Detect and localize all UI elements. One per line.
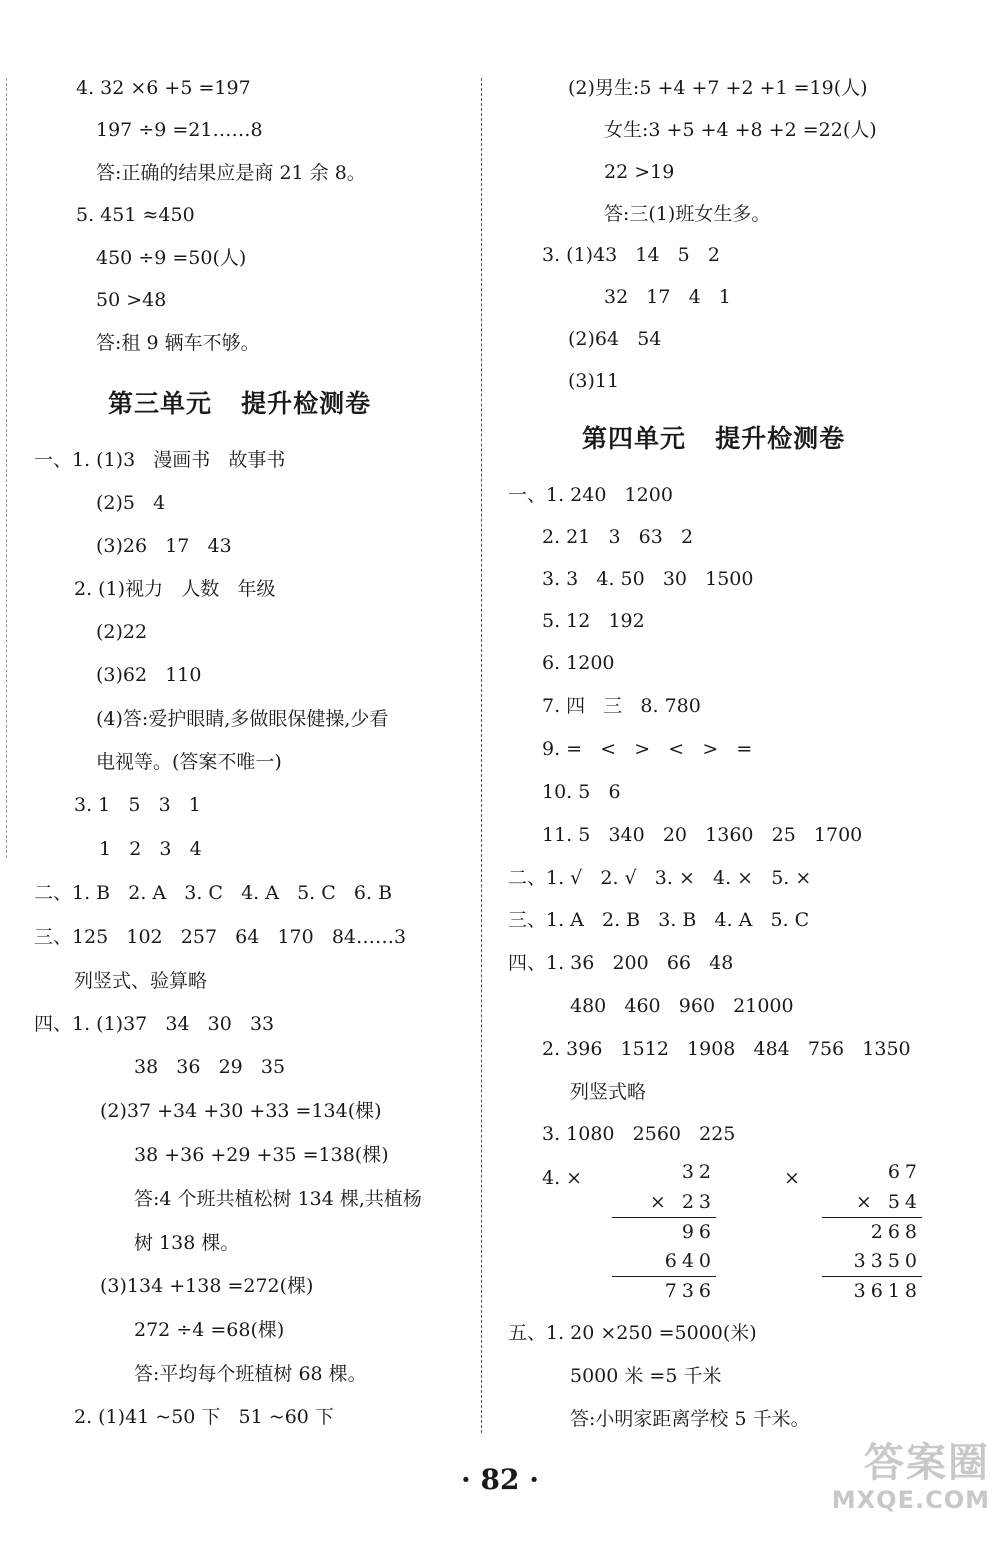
watermark-logo bbox=[820, 1440, 990, 1514]
rule-line bbox=[612, 1276, 716, 1277]
partial-product: 3350 bbox=[853, 1250, 922, 1272]
cross-mark: × bbox=[784, 1167, 800, 1189]
answer-line: 5000 米 =5 千米 bbox=[570, 1365, 722, 1387]
section-heading-unit-4: 第四单元 提升检测卷 bbox=[582, 424, 846, 453]
answer-line: 5. 12 192 bbox=[542, 610, 645, 632]
answer-line: 二、1. B 2. A 3. C 4. A 5. C 6. B bbox=[34, 882, 393, 904]
answer-line: 2. (1)视力 人数 年级 bbox=[74, 578, 276, 600]
answer-line: (3)26 17 43 bbox=[96, 535, 232, 557]
answer-line: 11. 5 340 20 1360 25 1700 bbox=[542, 824, 863, 846]
answer-line: (2)22 bbox=[96, 621, 148, 643]
answer-line: (3)11 bbox=[568, 370, 620, 392]
partial-product: 268 bbox=[870, 1221, 922, 1243]
answer-line: 二、1. √ 2. √ 3. × 4. × 5. × bbox=[508, 867, 812, 889]
answer-line: 答:正确的结果应是商 21 余 8。 bbox=[96, 162, 366, 184]
answer-line: 树 138 棵。 bbox=[134, 1232, 240, 1254]
answer-line: 答:4 个班共植松树 134 棵,共植杨 bbox=[134, 1188, 422, 1210]
answer-line: 答:租 9 辆车不够。 bbox=[96, 332, 260, 354]
answer-line: 272 ÷4 =68(棵) bbox=[134, 1319, 285, 1341]
answer-line: 3. 1 5 3 1 bbox=[74, 794, 201, 816]
answer-line: 3. 3 4. 50 30 1500 bbox=[542, 568, 754, 590]
multiplier: × 23 bbox=[649, 1191, 716, 1213]
answer-line: 38 +36 +29 +35 =138(棵) bbox=[134, 1144, 389, 1166]
answer-line: 22 >19 bbox=[604, 161, 675, 183]
product: 736 bbox=[664, 1280, 716, 1302]
answer-line: 50 >48 bbox=[96, 289, 167, 311]
answer-line: 10. 5 6 bbox=[542, 781, 621, 803]
answer-line: 38 36 29 35 bbox=[134, 1056, 286, 1078]
answer-line: 女生:3 +5 +4 +8 +2 =22(人) bbox=[604, 119, 877, 141]
answer-line: (2)37 +34 +30 +33 =134(棵) bbox=[100, 1100, 382, 1122]
vertical-multiplication-1 bbox=[612, 1160, 716, 1308]
answer-line: 电视等。(答案不唯一) bbox=[96, 751, 282, 773]
rule-line bbox=[822, 1217, 922, 1218]
page-number: · 82 · bbox=[461, 1463, 539, 1496]
answer-line: 9. = < > < > = bbox=[542, 738, 753, 760]
answer-line: 2. 21 3 63 2 bbox=[542, 526, 694, 548]
answer-line: 答:三(1)班女生多。 bbox=[604, 203, 771, 225]
answer-line: 四、1. (1)37 34 30 33 bbox=[34, 1013, 275, 1035]
answer-line: 2. (1)41 ~50 下 51 ~60 下 bbox=[74, 1406, 334, 1428]
answer-line: 列竖式、验算略 bbox=[74, 970, 208, 992]
multiplicand: 67 bbox=[887, 1161, 922, 1183]
answer-line: (4)答:爱护眼睛,多做眼保健操,少看 bbox=[96, 708, 389, 730]
answer-line: (2)64 54 bbox=[568, 328, 662, 350]
answer-line: 3. 1080 2560 225 bbox=[542, 1123, 736, 1145]
answer-line: 3. (1)43 14 5 2 bbox=[542, 244, 720, 266]
answer-line: 450 ÷9 =50(人) bbox=[96, 247, 247, 269]
answer-line: 5. 451 ≈450 bbox=[76, 204, 195, 226]
answer-line: 答:小明家距离学校 5 千米。 bbox=[570, 1408, 810, 1430]
answer-line: (3)62 110 bbox=[96, 664, 202, 686]
binding-margin-line bbox=[6, 78, 7, 858]
watermark-text: 答案圈 bbox=[864, 1440, 990, 1486]
multiplicand: 32 bbox=[681, 1161, 716, 1183]
answer-line: 7. 四 三 8. 780 bbox=[542, 695, 701, 717]
answer-line: 四、1. 36 200 66 48 bbox=[508, 952, 734, 974]
partial-product: 640 bbox=[664, 1250, 716, 1272]
multiplier: × 54 bbox=[855, 1191, 922, 1213]
product: 3618 bbox=[853, 1280, 922, 1302]
watermark-url: MXQE.COM bbox=[831, 1486, 990, 1514]
answer-line: 三、125 102 257 64 170 84……3 bbox=[34, 926, 407, 948]
answer-line: 一、1. 240 1200 bbox=[508, 484, 673, 506]
answer-line: 1 2 3 4 bbox=[99, 838, 202, 860]
answer-line: (2)5 4 bbox=[96, 492, 166, 514]
answer-line: 480 460 960 21000 bbox=[570, 995, 794, 1017]
answer-line: 6. 1200 bbox=[542, 652, 615, 674]
answer-line: 五、1. 20 ×250 =5000(米) bbox=[508, 1322, 757, 1344]
answer-line: 32 17 4 1 bbox=[604, 286, 731, 308]
answer-line: (2)男生:5 +4 +7 +2 +1 =19(人) bbox=[568, 77, 868, 99]
answer-line: 2. 396 1512 1908 484 756 1350 bbox=[542, 1038, 911, 1060]
answer-line: 一、1. (1)3 漫画书 故事书 bbox=[34, 449, 286, 471]
answer-line: 列竖式略 bbox=[570, 1081, 647, 1103]
vertical-multiplication-2 bbox=[820, 1160, 922, 1308]
answer-line: 197 ÷9 =21……8 bbox=[96, 119, 263, 141]
rule-line bbox=[612, 1217, 716, 1218]
section-heading-unit-3: 第三单元 提升检测卷 bbox=[108, 389, 372, 418]
answer-line: (3)134 +138 =272(棵) bbox=[100, 1275, 314, 1297]
partial-product: 96 bbox=[681, 1221, 716, 1243]
answer-line: 4. × bbox=[542, 1167, 583, 1189]
rule-line bbox=[822, 1276, 922, 1277]
column-divider bbox=[481, 78, 482, 1433]
answer-line: 答:平均每个班植树 68 棵。 bbox=[134, 1363, 367, 1385]
answer-line: 4. 32 ×6 +5 =197 bbox=[76, 77, 251, 99]
answer-line: 三、1. A 2. B 3. B 4. A 5. C bbox=[508, 909, 810, 931]
